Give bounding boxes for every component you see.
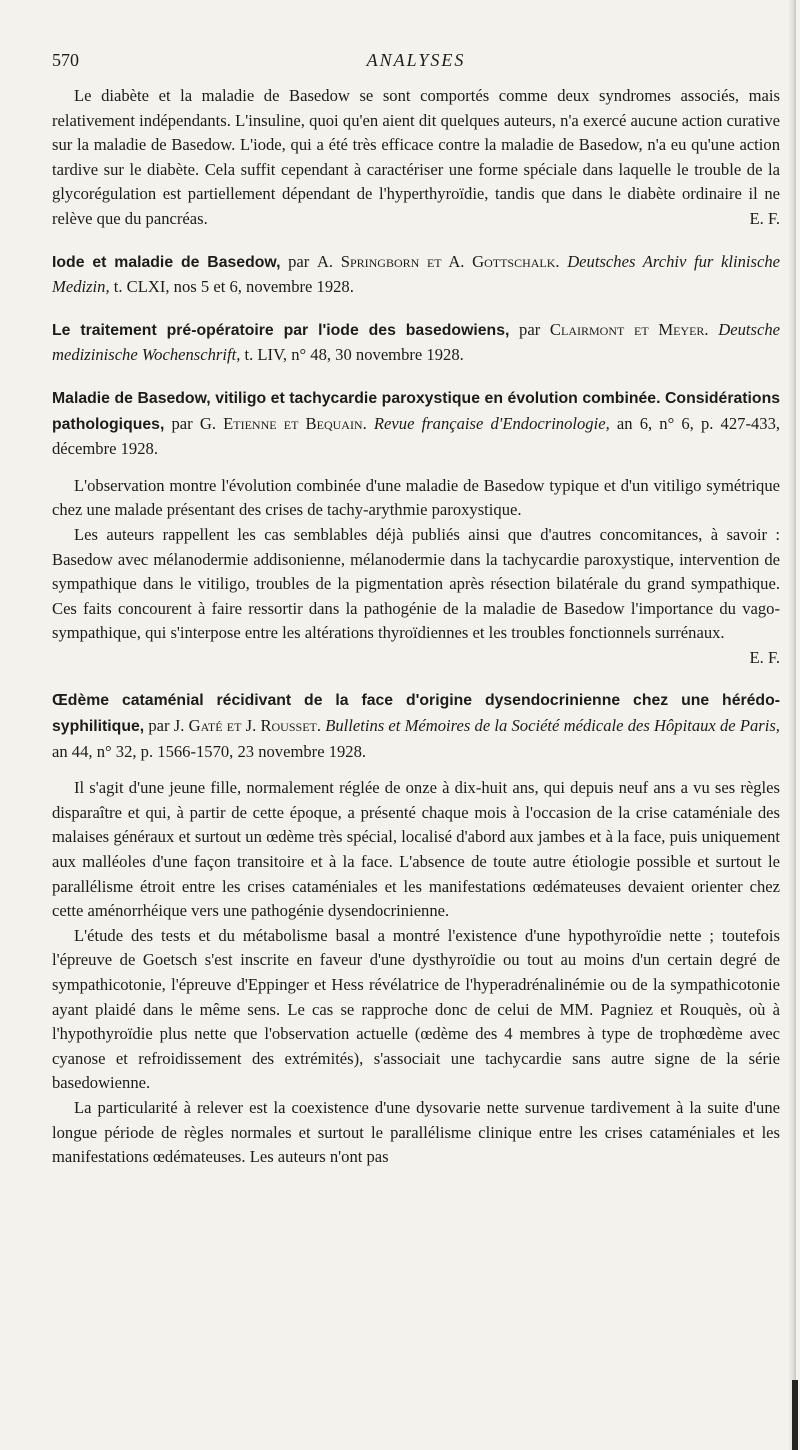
entry-source: Revue française d'Endocrinologie, — [373, 413, 610, 433]
entry-authors: Clairmont et Meyer. — [549, 319, 709, 339]
page — [52, 50, 780, 1170]
page-edge-mark — [792, 1380, 798, 1450]
intro-text: Le diabète et la maladie de Basedow se sont comportés comme deux syndromes associés, mais relativement indépendants. L'insuline, quoi qu'en aient dit quelques auteurs, n'a exercé aucune action curative sur la maladie de Basedow. L'iode, qui a été très efficace contre la maladie de Basedow, n'a eu qu'une action tardive sur le diabète. Cela suffit cependant à caractériser une forme spéciale dans laquelle le trouble de la glycorégulation est partiellement dépendant de l'hyperthyroïdie, tandis que dans le diabète ordinaire il ne relève que du pancréas. — [52, 86, 780, 228]
entry-paragraph: L'étude des tests et du métabolisme basal a montré l'existence d'une hypothyroïdie nette ; toutefois l'épreuve de Goetsch s'est inscrite en faveur d'une dysthyroïdie ou tout au moins d'un certain degré de sympathicotonie, l'épreuve d'Eppinger et Hess révélatrice de l'hyperadrénalinémie ou de la sympathicotonie ayant plaidé dans le même sens. Le cas se rapproche donc de celui de MM. Pagniez et Rouquès, où à l'hypothyroïdie plus nette que l'observation actuelle (œdème des 4 membres à type de trophœdème avec cyanose et refroidissement des extrémités), s'associait une tachycardie sans autre signe de la série basedowienne. — [52, 925, 780, 1093]
entry-paragraph: L'observation montre l'évolution combinée d'une maladie de Basedow typique et d'un vitiligo symétrique chez une malade présentant des crises de tachy-arythmie paroxystique. — [52, 475, 780, 520]
entry-by: par — [288, 251, 310, 271]
intro-section — [52, 84, 780, 232]
entry-heading — [52, 318, 780, 368]
entry-oedeme-catamenial — [52, 688, 780, 1169]
entry-by: par — [148, 716, 170, 736]
entry-details: an 44, n° 32, p. 1566-1570, 23 novembre 1928. — [52, 741, 367, 761]
page-spine-shadow — [788, 0, 796, 1450]
entry-authors: J. Gaté et J. Rousset. — [173, 716, 321, 736]
entry-heading — [52, 688, 780, 764]
entry-basedow-vitiligo — [52, 386, 780, 671]
entry-paragraph — [52, 523, 780, 667]
entry-title: Œdème cataménial récidivant de la face d'origine dysendocrinienne chez une hérédo-syphilitique, — [52, 692, 780, 736]
entry-iode-basedow — [52, 250, 780, 300]
intro-signature: E. F. — [749, 208, 780, 228]
entry-source: Bulletins et Mémoires de la Société médicale des Hôpitaux de Paris, — [325, 716, 780, 736]
entry-traitement-preoperatoire — [52, 318, 780, 368]
entry-by: par — [519, 319, 541, 339]
entry-paragraph-text: Les auteurs rappellent les cas semblables déjà publiés ainsi que d'autres concomitances, à savoir : Basedow avec mélanodermie addisonienne, mélanodermie dans la tachycardie paroxystique, intervention de sympathique dans le vitiligo, troubles de la pigmentation après résection bilatérale du grand sympathique. Ces faits concourent à faire ressortir dans la pathogénie de la maladie de Basedow l'importance du vago-sympathique, qui s'interpose entre les altérations thyroïdiennes et les troubles fonctionnels surrénaux. — [52, 524, 780, 643]
entry-title: Iode et maladie de Basedow, — [52, 253, 281, 271]
intro-paragraph — [52, 84, 780, 232]
entry-signature: E. F. — [749, 647, 780, 667]
entry-title: Le traitement pré-opératoire par l'iode des basedowiens, — [52, 321, 510, 339]
entry-heading — [52, 250, 780, 300]
entry-details: an 6, n° 6, p. 427-433, décembre 1928. — [52, 413, 781, 459]
entry-by: par — [171, 413, 193, 433]
entry-title: Maladie de Basedow, vitiligo et tachycardie paroxystique en évolution combinée. Considérations pathologiques, — [52, 389, 780, 433]
entry-authors: G. Etienne et Bequain. — [199, 413, 367, 433]
entry-source: Deutsches Archiv fur klinische Medizin, — [52, 251, 780, 297]
entry-details: t. LIV, n° 48, 30 novembre 1928. — [244, 345, 464, 365]
entry-heading — [52, 386, 780, 462]
entry-paragraph: La particularité à relever est la coexistence d'une dysovarie nette survenue tardivement à la suite d'une longue période de règles normales et surtout le parallélisme clinique entre les crises cataméniales et les manifestations œdémateuses. Les auteurs n'ont pas — [52, 1097, 780, 1167]
journal-title: ANALYSES — [366, 50, 466, 70]
entry-source: Deutsche medizinische Wochenschrift, — [52, 319, 780, 365]
entry-details: t. CLXI, nos 5 et 6, novembre 1928. — [113, 277, 354, 297]
running-head — [52, 50, 780, 84]
page-number: 570 — [52, 50, 79, 70]
entry-authors: A. Springborn et A. Gottschalk. — [316, 251, 560, 271]
entry-paragraph: Il s'agit d'une jeune fille, normalement réglée de onze à dix-huit ans, qui depuis neuf ans a vu ses règles disparaître et qui, à partir de cette époque, a présenté chaque mois à l'occasion de la crise cataméniale des malaises généraux et surtout un œdème très spécial, localisé d'abord aux jambes et à la face, puis uniquement aux malléoles d'une façon transitoire et à la face. L'absence de toute autre étiologie possible et surtout le parallélisme étroit entre les crises cataméniales et les manifestations œdémateuses devaient orienter chez cette aménorrhéique vers une pathogénie dysendocrinienne. — [52, 778, 780, 921]
